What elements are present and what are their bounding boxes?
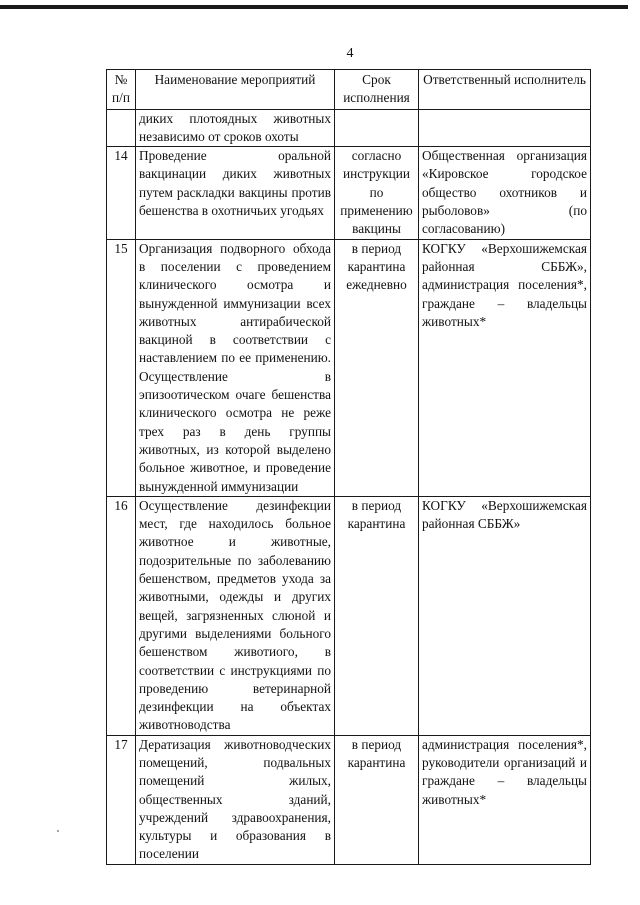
cell-term: согласно инструкции по применению вакцины (335, 147, 419, 239)
scan-speck (57, 830, 59, 832)
cell-term: в период карантина ежедневно (335, 239, 419, 496)
cell-num: 14 (107, 147, 136, 239)
header-responsible: Ответственный исполнитель (419, 70, 591, 110)
cell-responsible: КОГКУ «Верхошижемская районная СББЖ» (419, 496, 591, 735)
cell-name: Проведение оральной вакцинации диких животных путем раскладки вакцины против бешенства в охотничьих угодьях (136, 147, 335, 239)
measures-table (106, 69, 591, 865)
page-number: 4 (346, 46, 354, 61)
table-row (107, 239, 591, 496)
header-name: Наименование мероприятий (136, 70, 335, 110)
cell-term (335, 109, 419, 147)
table-header-row (107, 70, 591, 110)
table-row-continuation (107, 109, 591, 147)
cell-name: диких плотоядных животных независимо от сроков охоты (136, 109, 335, 147)
cell-num: 16 (107, 496, 136, 735)
top-rule (0, 5, 628, 9)
header-num: № п/п (107, 70, 136, 110)
table-row (107, 147, 591, 239)
header-term: Срок исполнения (335, 70, 419, 110)
cell-term: в период карантина (335, 496, 419, 735)
cell-responsible: администрация поселения*, руководители организаций и граждане – владельцы животных* (419, 735, 591, 864)
cell-name: Организация подворного обхода в поселении с проведением клинического осмотра и вынужденной иммунизации всех животных антирабической вакциной в соответствии с наставлением по ее применению. Осуществление в эпизоотическом очаге бешенства клинического осмотра не реже трех раз в день группы животных, из которой выделено больное животное, и проведение вынужденной иммунизации (136, 239, 335, 496)
cell-responsible: КОГКУ «Верхошижемская районная СББЖ», администрация поселения*, граждане – владельцы животных* (419, 239, 591, 496)
cell-responsible: Общественная организация «Кировское городское общество охотников и рыболовов» (по согласованию) (419, 147, 591, 239)
cell-name: Дератизация животноводческих помещений, подвальных помещений жилых, общественных зданий, учреждений здравоохранения, культуры и образования в поселении (136, 735, 335, 864)
cell-responsible (419, 109, 591, 147)
cell-num: 15 (107, 239, 136, 496)
table-row (107, 735, 591, 864)
cell-name: Осуществление дезинфекции мест, где находилось больное животное и животные, подозрительные по заболеванию бешенством, предметов ухода за животными, одежды и других вещей, загрязненных слюной и другими выделениями больного бешенством животиого, в соответствии с инструкциями по проведению ветеринарной дезинфекции на объектах животноводства (136, 496, 335, 735)
cell-num (107, 109, 136, 147)
cell-term: в период карантина (335, 735, 419, 864)
table-row (107, 496, 591, 735)
cell-num: 17 (107, 735, 136, 864)
